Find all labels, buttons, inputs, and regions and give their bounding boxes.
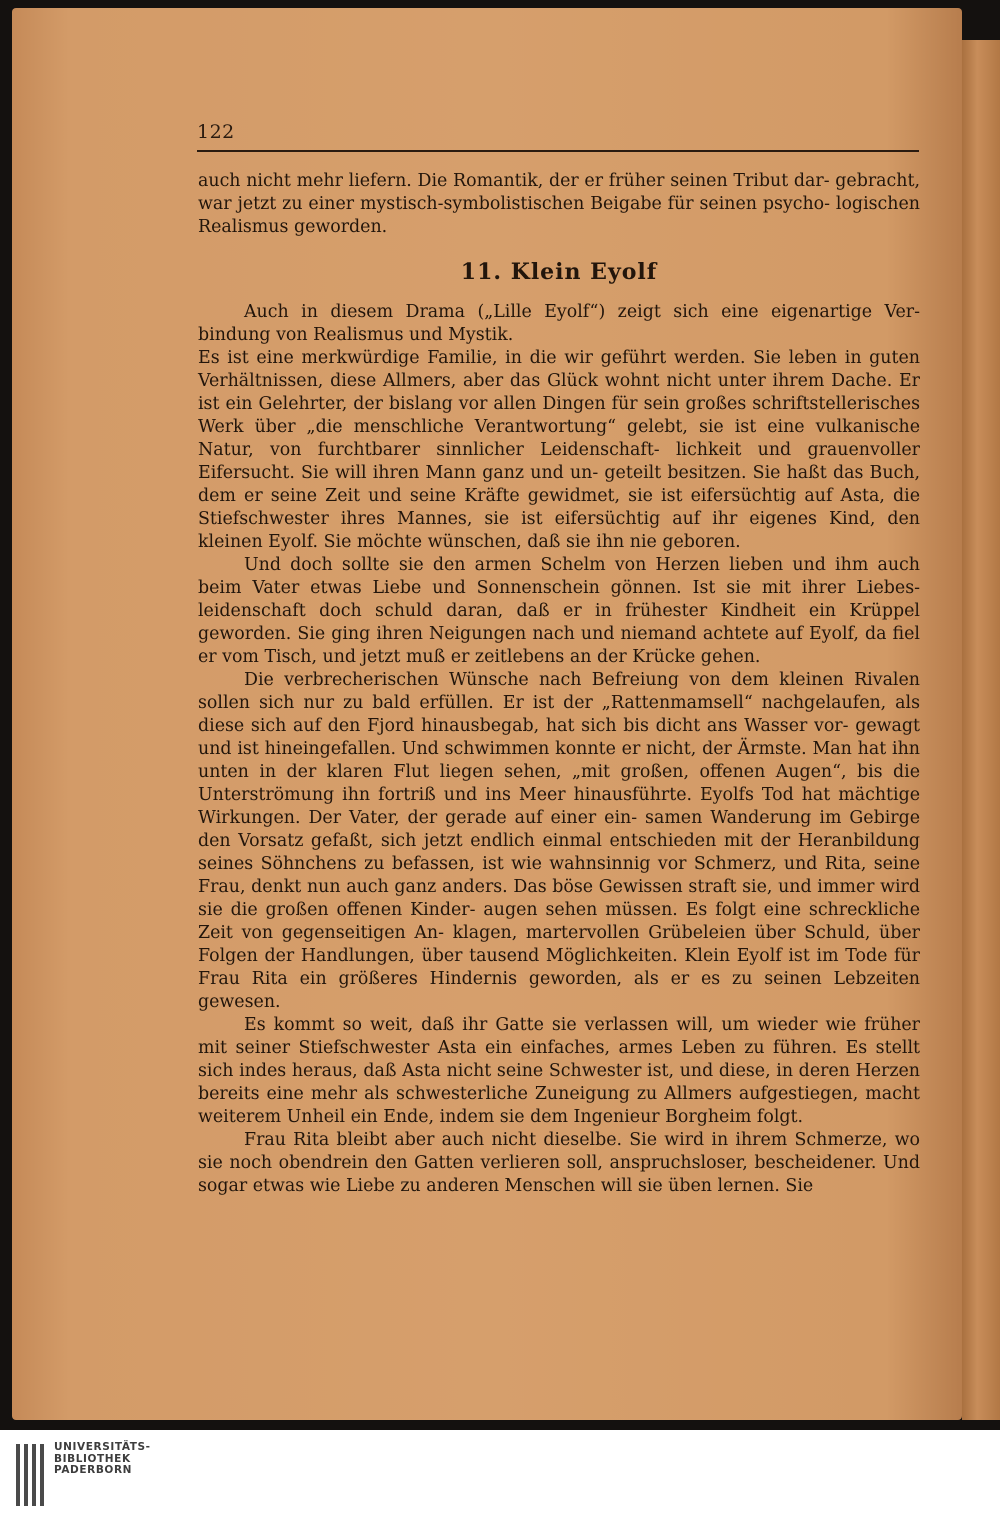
- library-logo-icon: [16, 1444, 46, 1506]
- paragraph: Es ist eine merkwürdige Familie, in die wir geführt werden. Sie leben in guten Verhältnissen, diese Allmers, aber das Glück wohnt nicht unter ihrem Dache. Er ist ein Gelehrter, der bislang vor allen Dingen für sein großes schriftstellerisches Werk über „die menschliche Verantwortung“ gelebt, sie ist eine vulkanische Natur, von furchtbarer sinnlicher Leidenschaft- lichkeit und grauenvoller Eifersucht. Sie will ihren Mann ganz und un- geteilt besitzen. Sie haßt das Buch, dem er seine Zeit und seine Kräfte gewidmet, sie ist eifersüchtig auf Asta, die Stiefschwester ihres Mannes, sie ist eifersüchtig auf ihr eigenes Kind, den kleinen Eyolf. Sie möchte wünschen, daß sie ihn nie geboren.: [198, 348, 920, 552]
- page-body: [198, 170, 920, 1198]
- header-rule: [197, 150, 919, 152]
- page-edge: [962, 40, 1000, 1420]
- logo-line: PADERBORN: [54, 1464, 133, 1476]
- paragraph: Frau Rita bleibt aber auch nicht dieselbe. Sie wird in ihrem Schmerze, wo sie noch obendrein den Gatten verlieren soll, anspruchsloser, bescheidener. Und sogar etwas wie Liebe zu anderen Menschen will sie üben lernen. Sie: [198, 1130, 920, 1196]
- page-number: 122: [197, 121, 235, 143]
- paragraph: Auch in diesem Drama („Lille Eyolf“) zeigt sich eine eigenartige Ver- bindung von Realismus und Mystik.: [198, 302, 920, 345]
- paragraph-continuation: auch nicht mehr liefern. Die Romantik, der er früher seinen Tribut dar- gebracht, war jetzt zu einer mystisch-symbolistischen Beigabe für seinen psycho- logischen Realismus geworden.: [198, 171, 920, 237]
- logo-line: UNIVERSITÄTS-: [54, 1441, 151, 1453]
- paragraph: Die verbrecherischen Wünsche nach Befreiung von dem kleinen Rivalen sollen sich nur zu bald erfüllen. Er ist der „Rattenmamsell“ nachgelaufen, als diese sich auf den Fjord hinausbegab, hat sich bis dicht ans Wasser vor- gewagt und ist hineingefallen. Und schwimmen konnte er nicht, der Ärmste. Man hat ihn unten in der klaren Flut liegen sehen, „mit großen, offenen Augen“, bis die Unterströmung ihn fortriß und ins Meer hinausführte. Eyolfs Tod hat mächtige Wirkungen. Der Vater, der gerade auf einer ein- samen Wanderung im Gebirge den Vorsatz gefaßt, sich jetzt endlich einmal entschieden mit der Heranbildung seines Söhnchens zu befassen, ist wie wahnsinnig vor Schmerz, und Rita, seine Frau, denkt nun auch ganz anders. Das böse Gewissen straft sie, und immer wird sie die großen offenen Kinder- augen sehen müssen. Es folgt eine schreckliche Zeit von gegenseitigen An- klagen, martervollen Grübeleien über Schuld, über Folgen der Handlungen, über tausend Möglichkeiten. Klein Eyolf ist im Tode für Frau Rita ein größeres Hindernis geworden, als er es zu seinen Lebzeiten gewesen.: [198, 670, 920, 1012]
- paragraph: Es kommt so weit, daß ihr Gatte sie verlassen will, um wieder wie früher mit seiner Stiefschwester Asta ein einfaches, armes Leben zu führen. Es stellt sich indes heraus, daß Asta nicht seine Schwester ist, und diese, in deren Herzen bereits eine mehr als schwesterliche Zuneigung zu Allmers aufgestiegen, macht weiterem Unheil ein Ende, indem sie dem Ingenieur Borgheim folgt.: [198, 1015, 920, 1127]
- logo-line: BIBLIOTHEK: [54, 1452, 131, 1465]
- paragraph: Und doch sollte sie den armen Schelm von Herzen lieben und ihm auch beim Vater etwas Liebe und Sonnenschein gönnen. Ist sie mit ihrer Liebes- leidenschaft doch schuld daran, daß er in frühester Kindheit ein Krüppel geworden. Sie ging ihren Neigungen nach und niemand achtete auf Eyolf, da fiel er vom Tisch, und jetzt muß er zeitlebens an der Krücke gehen.: [198, 555, 920, 667]
- section-title: 11. Klein Eyolf: [460, 259, 658, 285]
- library-logo-text: [54, 1442, 151, 1477]
